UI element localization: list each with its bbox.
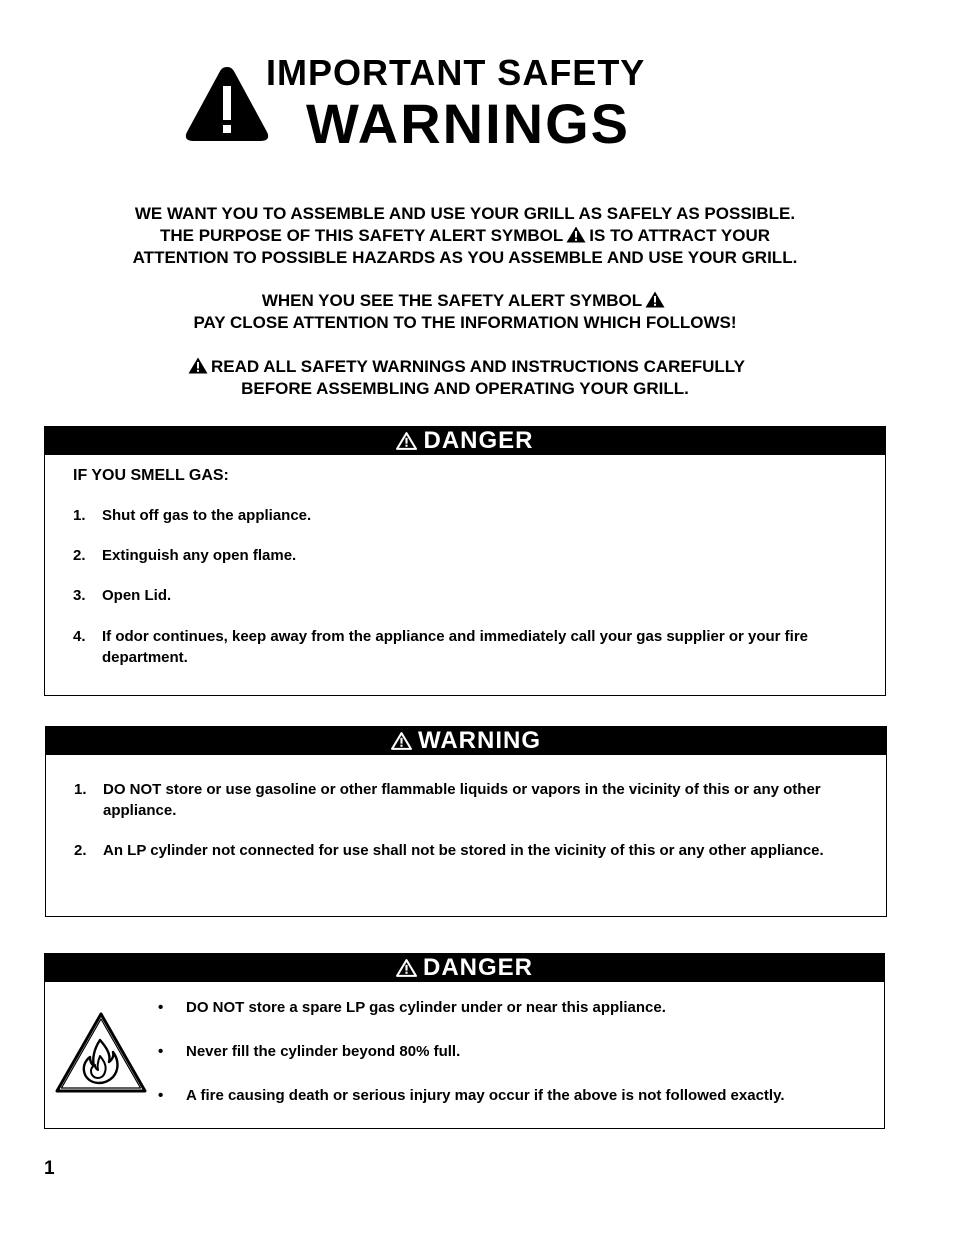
bullet: •	[158, 1087, 164, 1104]
intro-paragraph-2	[60, 290, 870, 334]
intro-line: PAY CLOSE ATTENTION TO THE INFORMATION WHICH FOLLOWS!	[193, 313, 737, 332]
warning-label: WARNING	[418, 727, 541, 754]
safety-alert-icon	[566, 226, 586, 243]
intro-line: ATTENTION TO POSSIBLE HAZARDS AS YOU ASSEMBLE AND USE YOUR GRILL.	[132, 248, 798, 267]
intro-line	[60, 356, 870, 378]
item-number: 1.	[73, 507, 86, 524]
safety-alert-icon	[188, 357, 208, 374]
intro-line: BEFORE ASSEMBLING AND OPERATING YOUR GRILL.	[241, 379, 689, 398]
item-text: Extinguish any open flame.	[102, 547, 297, 564]
flame-warning-icon	[53, 1010, 149, 1096]
list-item	[158, 1041, 461, 1062]
danger-header-bar	[45, 954, 884, 982]
list-item	[73, 626, 862, 668]
bullet: •	[158, 1043, 164, 1060]
intro-text: THE PURPOSE OF THIS SAFETY ALERT SYMBOL	[159, 226, 564, 245]
intro-paragraph-3	[60, 356, 870, 400]
intro-line: WE WANT YOU TO ASSEMBLE AND USE YOUR GRILL AS SAFELY AS POSSIBLE.	[134, 204, 796, 223]
intro-line	[60, 290, 870, 312]
intro-line	[60, 225, 870, 247]
title-line-1: IMPORTANT SAFETY	[266, 52, 646, 93]
warning-box	[45, 726, 887, 917]
intro-text: IS TO ATTRACT YOUR	[589, 226, 771, 245]
list-item	[74, 840, 863, 861]
item-text: A fire causing death or serious injury may occur if the above is not followed exactly.	[186, 1087, 785, 1104]
item-number: 1.	[74, 781, 87, 798]
item-text: An LP cylinder not connected for use shall not be stored in the vicinity of this or any other appliance.	[103, 842, 824, 859]
danger-header-bar	[45, 427, 885, 455]
item-text: Never fill the cylinder beyond 80% full.	[186, 1043, 461, 1060]
item-text: Open Lid.	[102, 587, 172, 604]
item-number: 2.	[73, 547, 86, 564]
item-text: DO NOT store a spare LP gas cylinder under or near this appliance.	[186, 999, 666, 1016]
safety-alert-icon	[396, 432, 417, 450]
danger-label: DANGER	[422, 954, 533, 981]
safety-alert-icon	[645, 291, 665, 308]
intro-paragraph-1	[60, 203, 870, 269]
smell-gas-heading: IF YOU SMELL GAS:	[73, 467, 229, 484]
item-number: 4.	[73, 628, 86, 645]
list-item	[74, 779, 863, 821]
safety-alert-icon	[391, 732, 412, 750]
danger-box-gas	[44, 426, 886, 696]
warning-header-bar	[46, 727, 886, 755]
intro-text: READ ALL SAFETY WARNINGS AND INSTRUCTIONS CAREFULLY	[211, 357, 745, 376]
title-line-2: WARNINGS	[306, 92, 630, 155]
item-number: 3.	[73, 587, 86, 604]
item-text: Shut off gas to the appliance.	[102, 507, 312, 524]
bullet: •	[158, 999, 164, 1016]
list-item	[73, 585, 862, 606]
safety-alert-icon	[184, 64, 270, 142]
safety-alert-icon	[396, 959, 417, 977]
page-number: 1	[44, 1158, 55, 1179]
list-item	[158, 1085, 785, 1106]
danger-box-cylinder	[44, 953, 885, 1129]
danger-label: DANGER	[423, 427, 534, 454]
item-text: If odor continues, keep away from the appliance and immediately call your gas supplier or your fire department.	[102, 628, 809, 666]
item-number: 2.	[74, 842, 87, 859]
list-item	[73, 545, 862, 566]
list-item	[73, 505, 862, 526]
item-text: DO NOT store or use gasoline or other flammable liquids or vapors in the vicinity of this or any other appliance.	[103, 781, 821, 819]
intro-text: WHEN YOU SEE THE SAFETY ALERT SYMBOL	[261, 291, 643, 310]
list-item	[158, 997, 666, 1018]
